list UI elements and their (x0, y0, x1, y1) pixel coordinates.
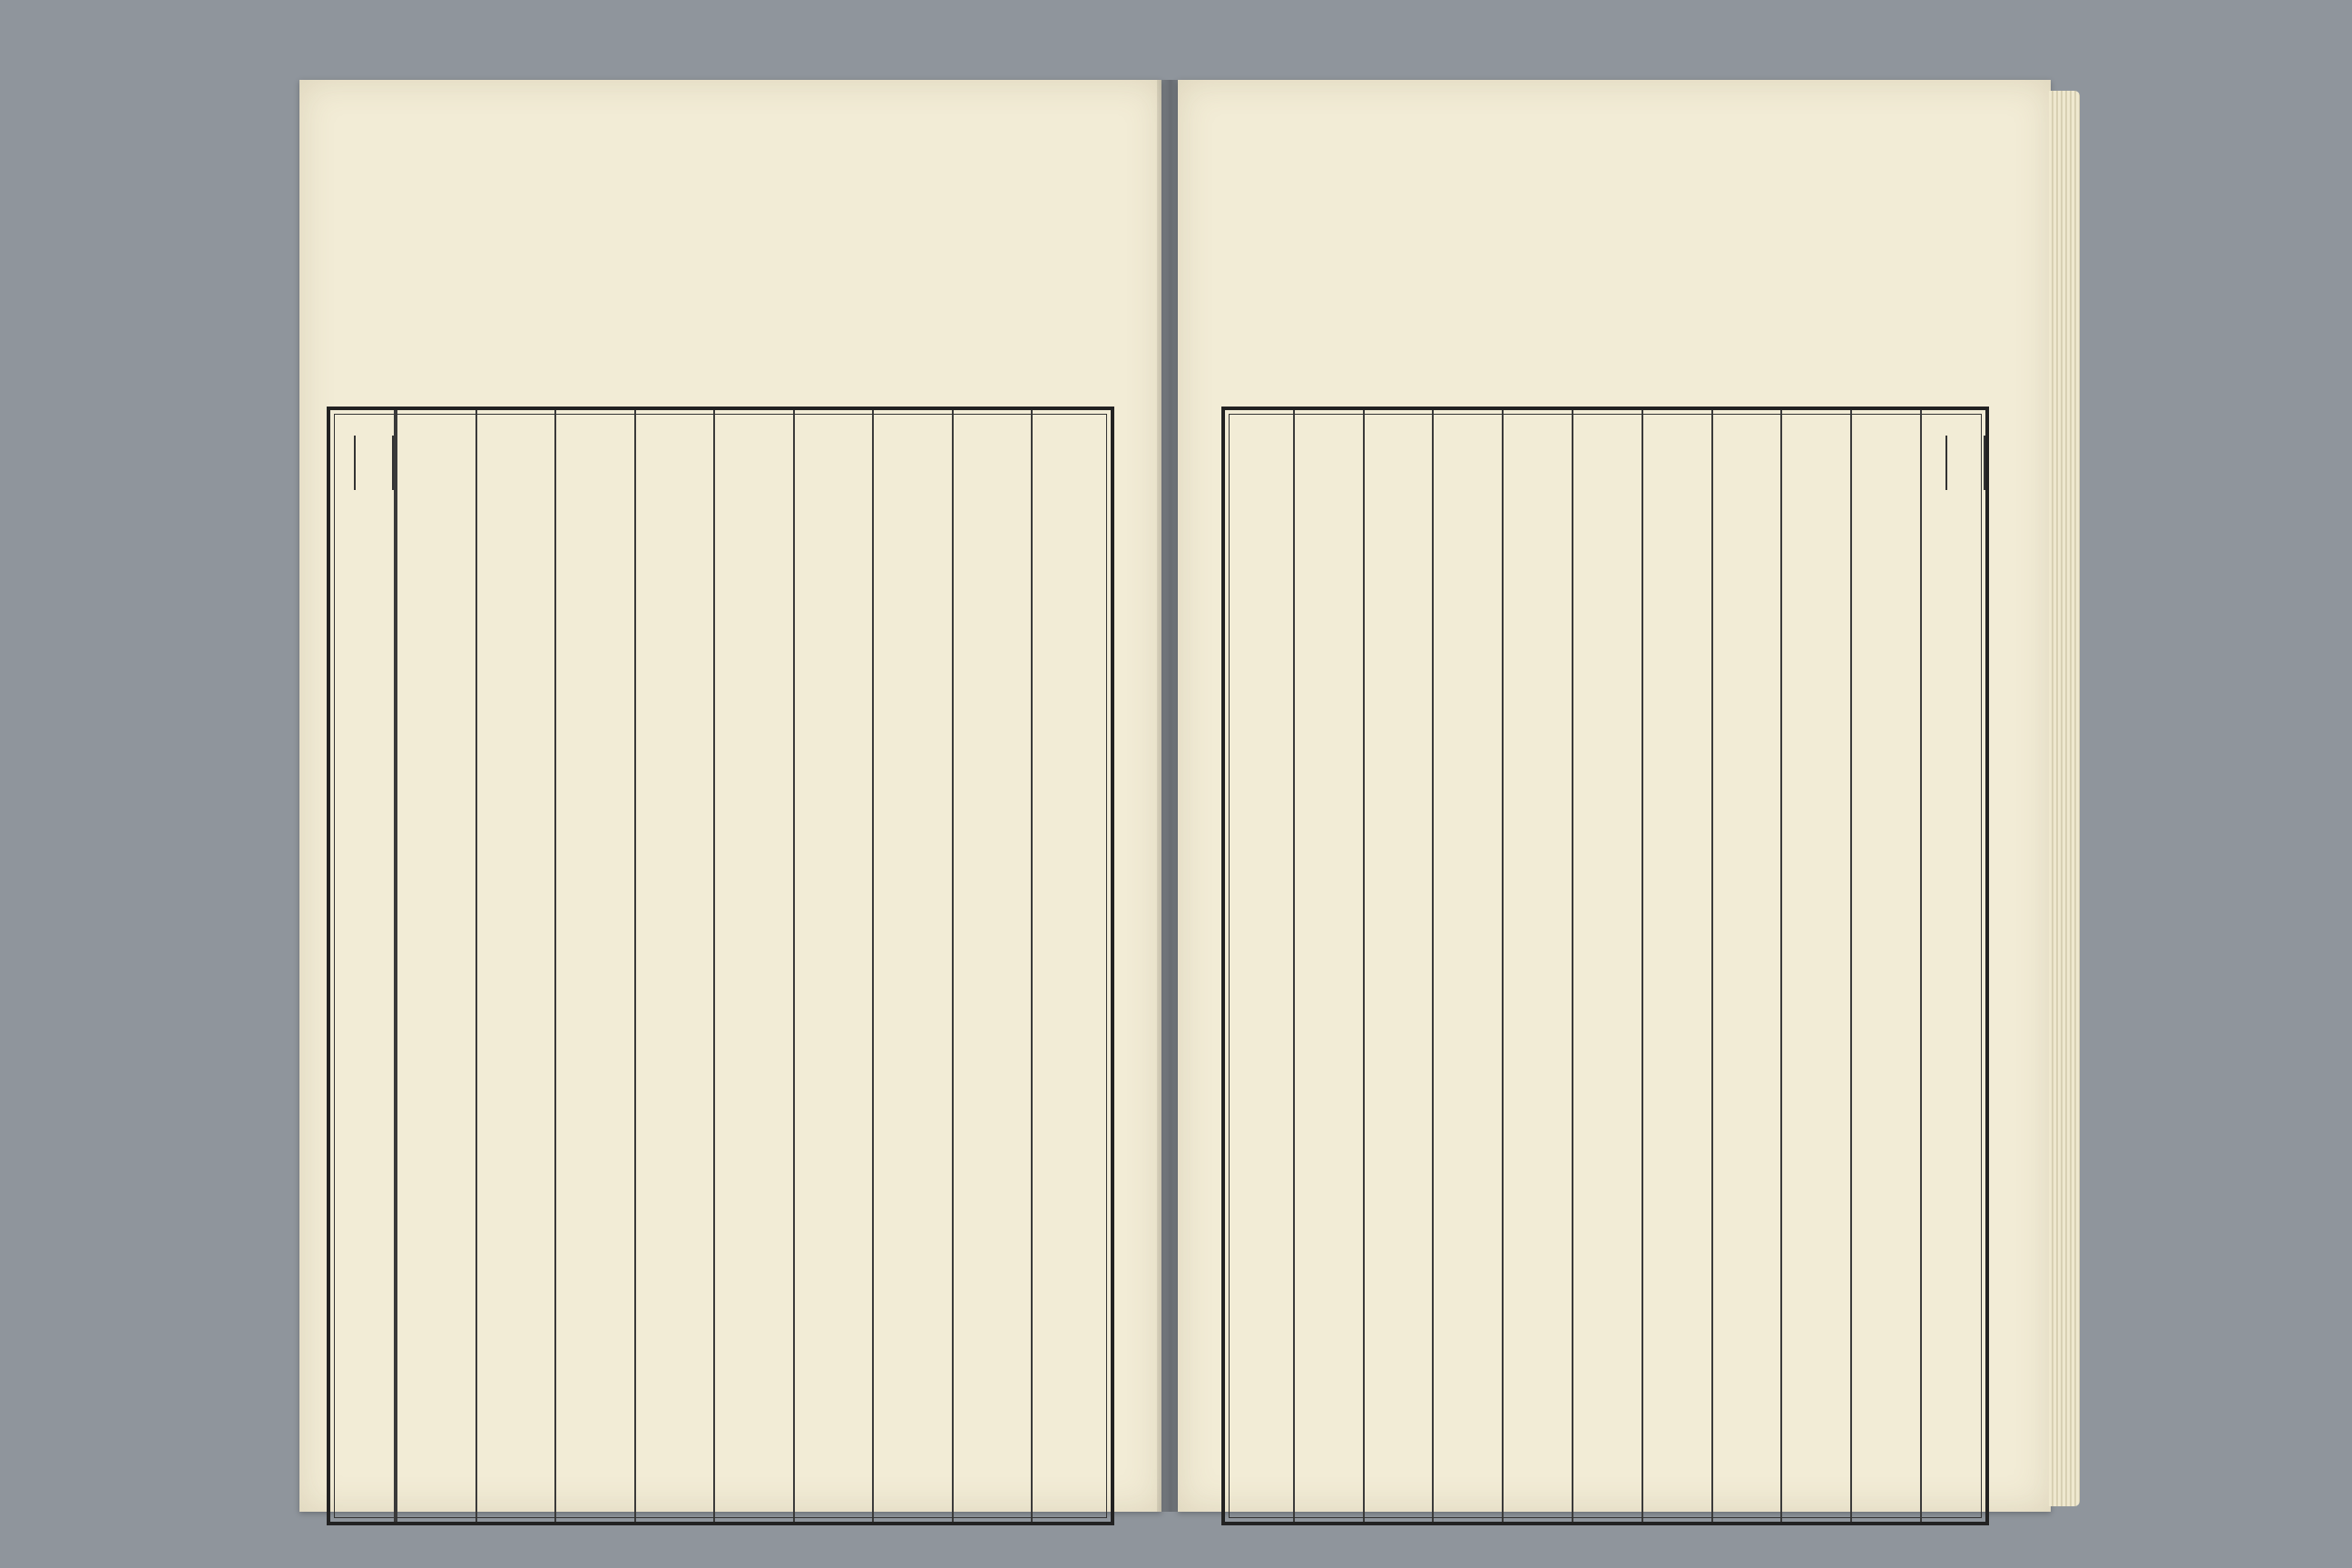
fish-tail-mark (1945, 436, 1985, 490)
left-column-4 (793, 410, 873, 1522)
right-fold-margin (1920, 410, 1985, 1522)
right-column-2 (1780, 410, 1850, 1522)
left-column-5 (713, 410, 793, 1522)
right-column-7 (1432, 410, 1502, 1522)
left-fold-margin (330, 410, 396, 1522)
right-page (1178, 80, 2051, 1512)
right-column-8 (1363, 410, 1433, 1522)
left-column-7 (554, 410, 634, 1522)
fish-tail-mark (354, 436, 394, 490)
left-page-frame (327, 407, 1114, 1525)
right-column-10 (1225, 410, 1293, 1522)
left-column-6 (634, 410, 714, 1522)
left-column-3 (872, 410, 952, 1522)
right-column-5 (1572, 410, 1642, 1522)
right-column-4 (1642, 410, 1711, 1522)
right-page-frame (1221, 407, 1989, 1525)
left-column-8 (475, 410, 555, 1522)
left-column-1 (1031, 410, 1111, 1522)
page-edges (2049, 91, 2080, 1506)
right-column-6 (1502, 410, 1572, 1522)
right-column-9 (1293, 410, 1363, 1522)
left-column-9 (396, 410, 475, 1522)
left-column-2 (952, 410, 1032, 1522)
right-column-1 (1850, 410, 1920, 1522)
left-page (299, 80, 1161, 1512)
right-column-3 (1711, 410, 1781, 1522)
